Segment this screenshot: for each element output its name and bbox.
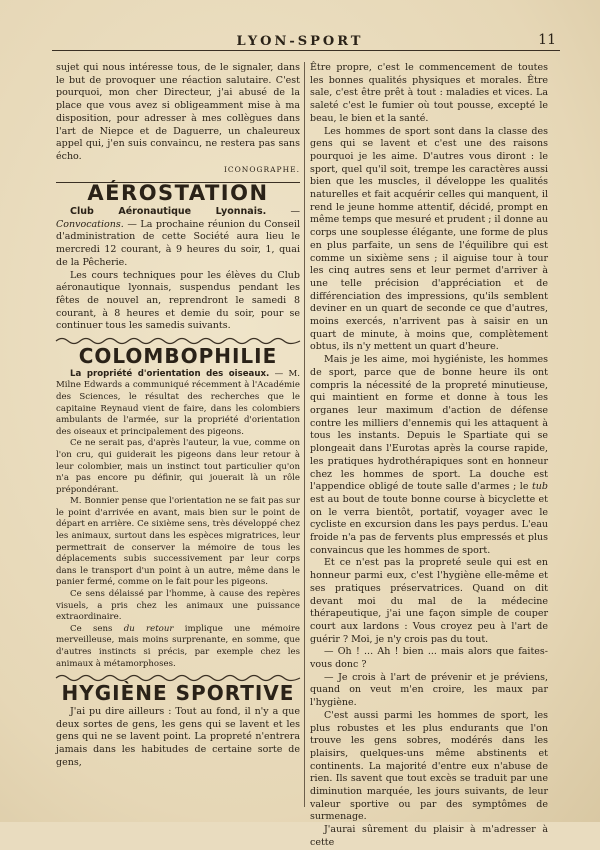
right-paragraph-6: — Je crois à l'art de prévenir et je préviens, quand on veut m'en croire, les maux par l'hygiène. (310, 671, 548, 709)
right-paragraph-4: Et ce n'est pas la propreté seule qui est en honneur parmi eux, c'est l'hygiène elle-même et ses pratiques préservatrices. Quand on dit devant moi du mal de la médecine thérapeutique, j'ai une façon simple de couper court aux lardons : Vous croyez peu à l'art de guérir ? Moi, je n'y crois pas du tout. (310, 557, 548, 645)
colombophilie-title: COLOMBOPHILIE (78, 344, 278, 369)
colombophilie-text-1: — M. Milne Edwards a communiqué récemment à l'Académie des Sciences, le résultat des recherches que le capitaine Reynaud vient de faire, dans les colombiers ambulants de l'armée, sur la propriété d'orientation des oiseaux et principalement des pigeons. (56, 368, 300, 437)
hygiene-paragraph-1: J'ai pu dire ailleurs : Tout au fond, il n'y a que deux sortes de gens, les gens qui se lavent et les gens qui ne se lavent point. La propreté n'entrera jamais dans les habitudes de certaine sorte de gens, (56, 705, 300, 768)
header-title: LYON-SPORT (236, 34, 364, 49)
right-paragraph-7: C'est aussi parmi les hommes de sport, les plus robustes et les plus endurants que l'on trouve les gens sobres, modérés dans les plaisirs, quelques-uns même abstinents et continents. La majorité d'entre eux n'abuse de rien. Ils savent que tout excès se traduit par une diminution marquée, les jours suivants, de leur valeur sportive ou par des symptômes de surmenage. (310, 709, 548, 823)
colombophilie-text-5a: Ce sens (70, 623, 113, 634)
right-text-3b: est au bout de toute bonne course à bicyclette et on le verra bientôt, portatif, voyager avec le cycliste en excursion dans les pays perdus. L'eau froide n'a pas de fervents plus empressés et plus convaincus que les hommes de sport. (310, 493, 548, 556)
intro-signature-line (56, 164, 300, 177)
colombophilie-text-5c: implique une mémoire merveilleuse, mais moins surprenante, en somme, que d'autres instincts si précis, par exemple chez les animaux à métamorphoses. (56, 623, 301, 669)
intro-signature: ICONOGRAPHE. (223, 164, 300, 174)
colombophilie-paragraph-4: Ce sens délaissé par l'homme, à cause des repères visuels, a pris chez les animaux une puissance extraordinaire. (56, 589, 300, 623)
left-column (56, 62, 300, 769)
colombophilie-paragraph-3: M. Bonnier pense que l'orientation ne se fait pas sur le point d'arrivée en avant, mais bien sur le point de départ en arrière. Ce sixième sens, très développé chez les animaux, surtout dans les espèces migratrices, leur permettrait de conserver la mémoire de tous les déplacements subis successivement par leur corps dans le transport d'un point à un autre, même dans le panier fermé, comme on le fait pour les pigeons. (56, 496, 300, 588)
convocations-label: — Convocations. (56, 206, 300, 230)
colombophilie-text-5b: du retour (123, 623, 174, 634)
colombophilie-paragraph-2: Ce ne serait pas, d'après l'auteur, la vue, comme on l'on cru, qui guiderait les pigeons dans leur retour à leur colombier, mais un instinct tout particulier qu'on n'a pas encore pu définir, qui jouerait là un rôle prépondérant. (56, 438, 300, 495)
right-paragraph-2: Les hommes de sport sont dans la classe des gens qui se lavent et c'est une des raisons pourquoi je les aime. D'autres vous diront : le sport, quel qu'il soit, trempe les caractères aussi bien que les muscles, il développe les qualités naturelles et fait acquérir celles qui manquent, il rend le jeune homme attentif, décidé, prompt en même temps que mesuré et prudent ; il donne au corps une souplesse élégante, une forme de plus en plus parfaite, un sens de l'équilibre qui est comme un sixième sens ; il aiguise tour à tour les cinq autres sens et leur permet d'arriver à une telle précision d'appréciation et de différenciation des impressions, qu'ils semblent deviner en un quart de seconde ce que d'autres, moins exercés, n'arrivent pas à saisir en un quart de minute, à moins que, complètement obtus, ils n'y mettent un quart d'heure. (310, 125, 548, 353)
intro-paragraph: sujet qui nous intéresse tous, de le signaler, dans le but de provoquer une réaction salutaire. C'est pourquoi, mon cher Directeur, j'ai abusé de la place que vous avez si obligeamment mise à ma disposition, pour adresser à mes collègues dans l'art de Niepce et de Daguerre, un chaleureux appel qui, j'en suis convaincu, ne restera pas sans écho. (56, 62, 300, 162)
aerostation-text-1: — La prochaine réunion du Conseil d'administration de cette Société aura lieu le mercredi 12 courant, à 9 heures du soir, 1, quai de la Pêcherie. (56, 218, 300, 268)
header-rule (52, 50, 560, 51)
colombophilie-paragraph-5 (56, 624, 300, 670)
hygiene-title: HYGIÈNE SPORTIVE (61, 681, 295, 706)
aerostation-paragraph-2: Les cours techniques pour les élèves du Club aéronautique lyonnais, suspendus pendant les fêtes de nouvel an, reprendront le samedi 8 courant, à 8 heures et demie du soir, pour se continuer tous les samedis suivants. (56, 269, 300, 332)
right-paragraph-3 (310, 354, 548, 557)
aerostation-title: AÉROSTATION (87, 181, 269, 206)
right-column (310, 62, 548, 850)
right-paragraph-1: Être propre, c'est le commencement de toutes les bonnes qualités physiques et morales. Être sale, c'est être prêt à tout : maladies et vices. La saleté c'est le fumier où tout pousse, excepté le beau, le bien et la santé. (310, 62, 548, 124)
page-number: 11 (538, 32, 556, 48)
right-paragraph-5: — Oh ! ... Ah ! bien ... mais alors que faites-vous donc ? (310, 646, 548, 671)
club-name: Club Aéronautique Lyonnais. (70, 206, 267, 218)
page-header (40, 28, 560, 50)
colombophilie-body (56, 369, 300, 670)
aerostation-paragraph-1 (56, 206, 300, 270)
column-divider (304, 62, 305, 807)
right-text-3a: Mais je les aime, moi hygiéniste, les hommes de sport, parce que de bonne heure ils ont compris la nécessité de la propreté minutieuse, qui maintient en forme et donne à tous les organes leur maximum d'action de défense contre les milliers d'ennemis qui les attaquent à tous les instants. Depuis le Spartiate qui se plongeait dans l'Eurotas après la course rapide, les pratiques hydrothérapiques sont en honneur chez les hommes de sport. La douche est l'appendice obligé de toute salle d'armes ; le (310, 354, 548, 493)
colombophilie-subhead: La propriété d'orientation des oiseaux. (70, 368, 270, 379)
tub-word: tub (531, 481, 548, 493)
right-paragraph-8: J'aurai sûrement du plaisir à m'adresser à cette (310, 824, 548, 848)
colombophilie-paragraph-1 (56, 369, 300, 439)
